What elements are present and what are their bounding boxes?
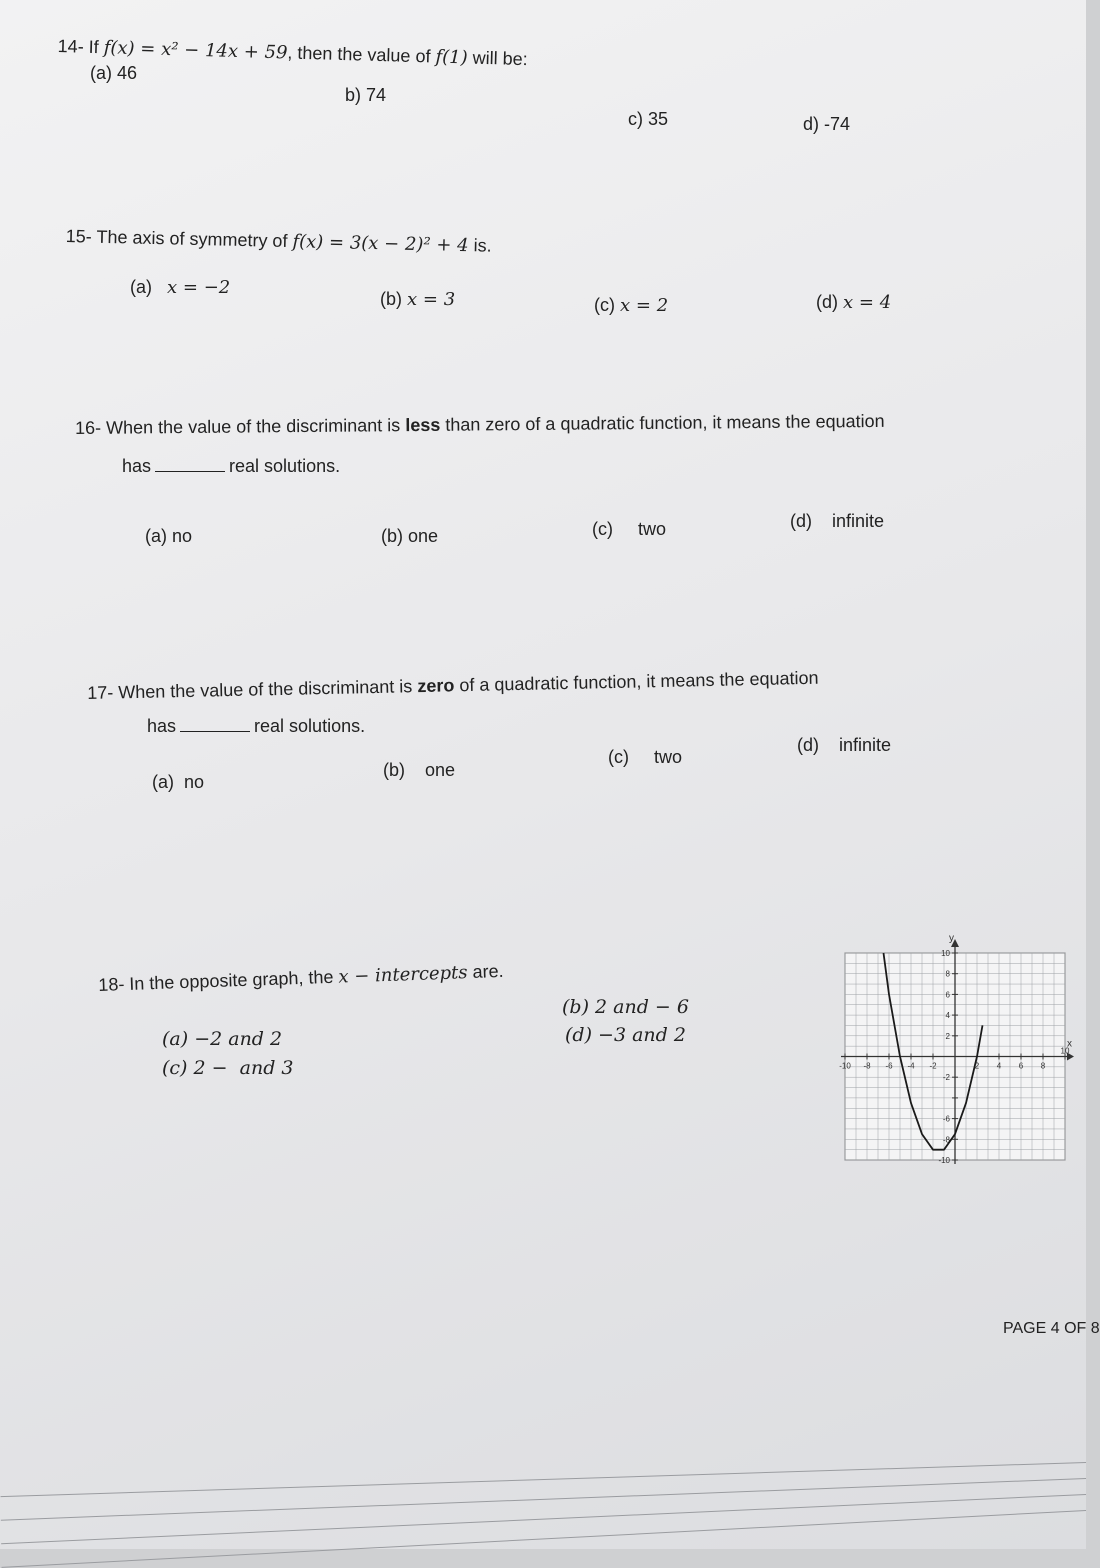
- q17-option-c[interactable]: (c) two: [608, 747, 683, 767]
- q16-bold: less: [405, 414, 441, 436]
- x-tick-label: 2: [974, 1061, 980, 1071]
- y-tick-label: 2: [945, 1031, 950, 1041]
- q16-option-c[interactable]: (c) two: [592, 519, 667, 539]
- q14-target: f(1): [435, 46, 468, 69]
- y-tick-label: -10: [938, 1156, 950, 1165]
- x-tick-label: 4: [996, 1061, 1002, 1071]
- x-tick-label: 10: [1060, 1046, 1070, 1056]
- q15-option-b[interactable]: [380, 289, 455, 310]
- q16-has: has: [122, 456, 152, 476]
- q16-real-solutions: real solutions.: [229, 456, 341, 476]
- q15-prefix: 15- The axis of symmetry of: [65, 226, 288, 252]
- q17-has: has: [147, 716, 177, 736]
- q14-function: f(x) = x² − 14x + 59: [103, 37, 288, 64]
- q18-term: x − intercepts: [338, 962, 468, 988]
- q15-option-c-value: x = 2: [620, 295, 669, 316]
- y-tick-label: 6: [945, 990, 950, 1000]
- y-tick-label: -6: [942, 1114, 950, 1124]
- q14-option-c[interactable]: c) 35: [628, 109, 669, 129]
- q15-function: f(x) = 3(x − 2)² + 4: [292, 231, 469, 257]
- q15-option-a[interactable]: [130, 277, 230, 298]
- q15-option-c-label: (c): [594, 295, 615, 315]
- q17-bold: zero: [417, 675, 455, 697]
- q15-option-c[interactable]: [594, 295, 668, 316]
- q16-option-d[interactable]: (d) infinite: [790, 511, 885, 531]
- q16-text-before: 16- When the value of the discriminant is: [75, 415, 401, 438]
- q16-option-b[interactable]: (b) one: [381, 526, 439, 546]
- q14-prefix: 14- If: [57, 36, 100, 58]
- q17-answer-blank[interactable]: [180, 717, 250, 732]
- x-tick-label: -2: [929, 1061, 937, 1071]
- q18-option-d[interactable]: (d) −3 and 2: [565, 1024, 686, 1046]
- x-tick-label: 8: [1040, 1061, 1046, 1071]
- q17-option-a[interactable]: (a) no: [152, 772, 205, 792]
- x-axis-label: x: [1067, 1038, 1072, 1050]
- page-number: PAGE 4 OF 8: [1003, 1320, 1100, 1337]
- q18-option-b[interactable]: (b) 2 and − 6: [562, 996, 689, 1018]
- q15-option-a-value: x = −2: [167, 277, 231, 298]
- q16-line2: [122, 456, 340, 477]
- q15-option-d-value: x = 4: [843, 292, 892, 313]
- q14-suffix: , then the value of: [287, 42, 431, 67]
- q14-option-b[interactable]: b) 74: [345, 85, 387, 105]
- q16-text-after: than zero of a quadratic function, it means the equation: [445, 410, 885, 435]
- parabola-graph: [835, 928, 1075, 1178]
- q15-option-a-label: (a): [130, 277, 152, 297]
- q15-option-b-label: (b): [380, 289, 402, 309]
- q14-end: will be:: [472, 47, 528, 70]
- y-tick-label: -8: [942, 1135, 950, 1145]
- q14-option-d[interactable]: d) -74: [803, 114, 851, 134]
- q17-real-solutions: real solutions.: [254, 716, 366, 736]
- x-tick-label: -10: [839, 1061, 851, 1071]
- q17-text-before: 17- When the value of the discriminant is: [87, 676, 413, 703]
- q14-option-a[interactable]: (a) 46: [90, 63, 138, 83]
- y-tick-label: 4: [945, 1011, 950, 1021]
- q15-option-d[interactable]: [816, 292, 891, 313]
- q15-option-b-value: x = 3: [407, 289, 456, 310]
- y-tick-label: -2: [942, 1073, 950, 1083]
- x-tick-label: -6: [885, 1061, 893, 1071]
- x-tick-label: -8: [863, 1061, 871, 1071]
- y-axis-label: y: [949, 933, 954, 944]
- y-tick-label: 10: [941, 949, 950, 958]
- y-tick-label: 8: [945, 969, 950, 979]
- q15-option-d-label: (d): [816, 292, 838, 312]
- q18-option-c[interactable]: (c) 2 − and 3: [162, 1057, 294, 1079]
- q16-answer-blank[interactable]: [155, 457, 225, 472]
- q17-text-after: of a quadratic function, it means the equation: [459, 667, 819, 696]
- q15-suffix: is.: [473, 235, 492, 256]
- q16-option-a[interactable]: (a) no: [145, 526, 193, 546]
- x-tick-label: -4: [907, 1061, 915, 1071]
- q18-prefix: 18- In the opposite graph, the: [98, 966, 334, 995]
- q17-line2: [147, 716, 365, 737]
- q18-option-a[interactable]: (a) −2 and 2: [162, 1028, 283, 1050]
- q17-option-d[interactable]: (d) infinite: [797, 735, 892, 755]
- x-tick-label: 6: [1018, 1061, 1024, 1071]
- q17-option-b[interactable]: (b) one: [383, 760, 456, 780]
- q18-suffix: are.: [472, 960, 504, 982]
